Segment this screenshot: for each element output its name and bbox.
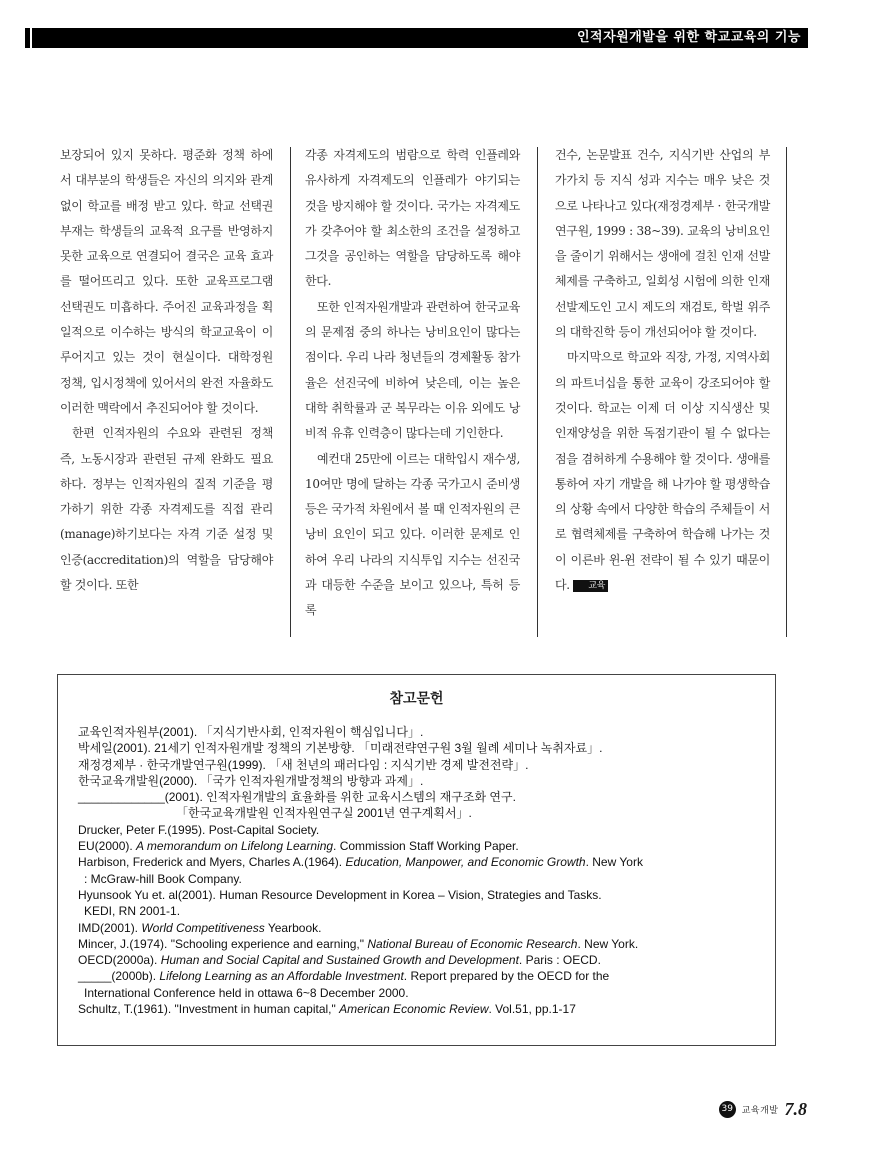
column-divider	[786, 147, 787, 637]
references-list	[78, 724, 768, 1017]
page-number: 39	[719, 1101, 736, 1118]
reference-item: _____________(2001). 인적자원개발의 효율화를 위한 교육시스템의 재구조화 연구.	[78, 790, 516, 805]
reference-item: 교육인적자원부(2001). 「지식기반사회, 인적자원이 핵심입니다」.	[78, 725, 424, 739]
column-divider	[537, 147, 538, 637]
reference-item: Mincer, J.(1974). "Schooling experience and earning," National Bureau of Economic Research. New York.	[78, 936, 639, 951]
reference-item: IMD(2001). World Competitiveness Yearbook.	[78, 920, 322, 935]
reference-item-continued: International Conference held in ottawa 6~8 December 2000.	[84, 985, 409, 1000]
body-column-2	[305, 143, 520, 624]
reference-item: Harbison, Frederick and Myers, Charles A.(1964). Education, Manpower, and Economic Growth. New York	[78, 855, 643, 870]
body-column-3	[555, 143, 770, 598]
running-header-title: 인적자원개발을 위한 학교교육의 기능	[576, 30, 801, 45]
reference-item: 박세일(2001). 21세기 인적자원개발 정책의 기본방향. 「미래전략연구원 3월 월례 세미나 녹취자료」.	[78, 741, 603, 756]
reference-item: EU(2000). A memorandum on Lifelong Learning. Commission Staff Working Paper.	[78, 839, 519, 854]
end-mark-icon: 교육	[573, 580, 608, 592]
paragraph	[555, 345, 770, 598]
reference-item-continued: : McGraw-hill Book Company.	[84, 871, 242, 886]
paragraph: 건수, 논문발표 건수, 지식기반 산업의 부가가치 등 지식 성과 지수는 매우 낮은 것으로 나타나고 있다(재정경제부 · 한국개발연구원, 1999 : 38~39). 교육의 낭비요인을 줄이기 위해서는 생애에 걸친 인재 선발체제를 구축하고, 일회성 시험에 의한 인재 선발제도인 고시 제도의 재검토, 학벌 위주의 대학진학 등이 개선되어야 할 것이다.	[555, 148, 770, 340]
references-box	[57, 674, 776, 1046]
reference-item-continued: KEDI, RN 2001-1.	[84, 904, 181, 919]
header-mark	[18, 28, 25, 48]
reference-item: Schultz, T.(1961). "Investment in human capital," American Economic Review. Vol.51, pp.1-17	[78, 1002, 576, 1017]
paragraph: 예컨대 25만에 이르는 대학입시 재수생, 10여만 명에 달하는 각종 국가고시 준비생 등은 국가적 차원에서 볼 때 인적자원의 큰 낭비 요인이 되고 있다. 이러한 문제로 인하여 우리 나라의 지식투입 지수는 선진국과 대등한 수준을 보이고 있으나, 특허 등록	[305, 451, 520, 618]
body-column-1	[60, 143, 273, 598]
paragraph: 각종 자격제도의 범람으로 학력 인플레와 유사하게 자격제도의 인플레가 야기되는 것을 방지해야 할 것이다. 국가는 자격제도가 갖추어야 할 최소한의 조건을 설정하고 그것을 공인하는 역할을 담당하도록 해야 한다.	[305, 148, 520, 289]
reference-item: 재정경제부 · 한국개발연구원(1999). 「새 천년의 패러다임 : 지식기반 경제 발전전략」.	[78, 757, 529, 772]
reference-item: OECD(2000a). Human and Social Capital and Sustained Growth and Development. Paris : OECD.	[78, 953, 601, 968]
paragraph: 한편 인적자원의 수요와 관련된 정책 즉, 노동시장과 관련된 규제 완화도 필요하다. 정부는 인적자원의 질적 기준을 평가하기 위한 각종 자격제도를 직접 관리(manage)하기보다는 자격 기준 설정 및 인증(accreditation)의 역할을 담당해야 할 것이다. 또한	[60, 426, 273, 593]
header-mark-thin	[30, 28, 32, 48]
reference-item-continued: 「한국교육개발원 인적자원연구실 2001년 연구계획서」.	[176, 806, 472, 821]
column-divider	[290, 147, 291, 637]
paragraph-text: 마지막으로 학교와 직장, 가정, 지역사회의 파트너십을 통한 교육이 강조되어야 할 것이다. 학교는 이제 더 이상 지식생산 및 인재양성을 위한 독점기관이 될 수 없다는 점을 겸허하게 수용해야 할 것이다. 생애를 통하여 자기 개발을 해 나가야 할 평생학습의 상황 속에서 다양한 학습의 주체들이 서로 협력체제를 구축하여 학습해 나가는 것이 이른바 윈-윈 전략이 될 수 있기 때문이다.	[555, 350, 770, 593]
reference-item: 한국교육개발원(2000). 「국가 인적자원개발정책의 방향과 과제」.	[78, 773, 424, 788]
issue-number: 7.8	[784, 1099, 807, 1119]
paragraph: 보장되어 있지 못하다. 평준화 정책 하에서 대부분의 학생들은 자신의 의지와 관계없이 학교를 배정 받고 있다. 학교 선택권 부재는 학생들의 교육적 요구를 반영하지 못한 교육으로 연결되어 결국은 교육 효과를 떨어뜨리고 있다. 또한 교육프로그램 선택권도 미흡하다. 주어진 교육과정을 획일적으로 이수하는 방식의 학교교육이 이루어지고 있는 것이 현실이다. 대학정원 정책, 입시정책에 있어서의 완전 자율화도 이러한 맥락에서 추진되어야 할 것이다.	[60, 148, 273, 415]
reference-item: Hyunsook Yu et. al(2001). Human Resource Development in Korea – Vision, Strategies and Tasks.	[78, 887, 602, 902]
references-title: 참고문헌	[389, 691, 444, 707]
reference-item: _____(2000b). Lifelong Learning as an Affordable Investment. Report prepared by the OECD for the	[78, 969, 610, 984]
magazine-name: 교육개발	[741, 1106, 779, 1116]
reference-item: Drucker, Peter F.(1995). Post-Capital Society.	[78, 822, 320, 837]
paragraph: 또한 인적자원개발과 관련하여 한국교육의 문제점 중의 하나는 낭비요인이 많다는 점이다. 우리 나라 청년들의 경제활동 참가율은 선진국에 비하여 낮은데, 이는 높은 대학 취학률과 군 복무라는 이유 외에도 낭비적 유휴 인력층이 많다는데 기인한다.	[305, 299, 520, 441]
page-footer	[719, 1099, 807, 1120]
